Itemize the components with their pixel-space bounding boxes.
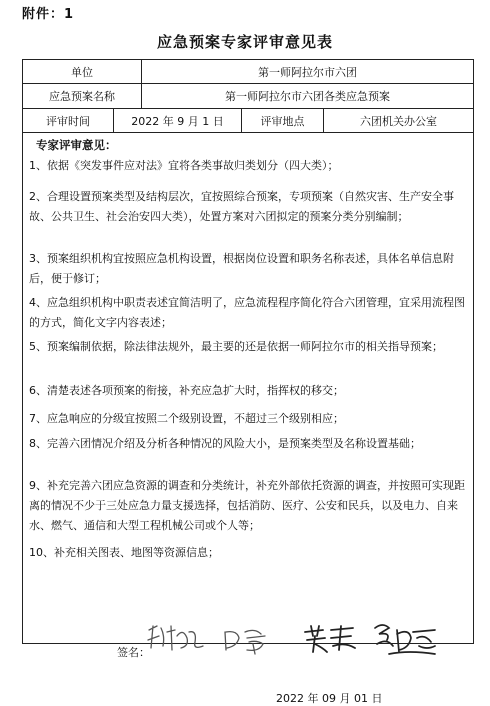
signature-2 [221,626,273,656]
review-time-value: 2022 年 9 月 1 日 [113,109,241,132]
opinion-section [23,132,473,705]
opinion-heading: 专家评审意见： [36,138,117,152]
review-time-label: 评审时间 [46,114,90,128]
unit-row [23,60,473,84]
opinion-item-7: 7、应急响应的分级宜按照二个级别设置，不超过三个级别相应； [29,412,344,425]
signature-4 [369,620,439,658]
plan-name-value: 第一师阿拉尔市六团各类应急预案 [141,84,473,108]
signature-3 [301,622,359,656]
opinion-item-6: 6、清楚表述各项预案的衔接，补充应急扩大时，指挥权的移交； [29,384,344,397]
page-title: 应急预案专家评审意见表 [156,33,333,51]
opinion-item-4: 4、应急组织机构中职责表述宜简洁明了，应急流程程序简化符合六团管理，宜采用流程图的方式，简化文字内容表述； [29,296,465,329]
opinion-item-8: 8、完善六团情况介绍及分析各种情况的风险大小，是预案类型及名称设置基础； [29,437,421,450]
unit-value: 第一师阿拉尔市六团 [141,60,473,83]
signature-1 [145,622,207,656]
opinion-item-1: 1、依据《突发事件应对法》宜将各类事故归类划分（四大类）； [29,159,339,172]
opinion-item-3: 3、预案组织机构宜按照应急机构设置，根据岗位设置和职务名称表述，具体名单信息附后，便于修订； [29,252,454,285]
opinion-item-10: 10、补充相关图表、地图等资源信息； [29,546,219,559]
plan-name-row [23,84,473,109]
review-place-label: 评审地点 [241,109,323,132]
review-place-value: 六团机关办公室 [323,109,473,132]
attachment-label: 附件：1 [22,7,75,22]
opinion-item-2: 2、合理设置预案类型及结构层次，宜按照综合预案，专项预案（自然灾害、生产安全事故、公共卫生、社会治安四大类），处置方案对六团拟定的预案分类分别编制； [29,190,454,223]
review-form-table [22,59,474,705]
opinion-item-9: 9、补充完善六团应急资源的调查和分类统计，补充外部依托资源的调查，并按照可实现距离的情况不少于三处应急力量支援选择，包括消防、医疗、公安和民兵，以及电力、自来水、燃气、通信和大型工程机械公司或个人等； [29,479,465,532]
review-time-row [23,109,473,133]
signature-label: 签名： [117,646,150,659]
unit-label: 单位 [71,65,93,79]
opinion-item-5: 5、预案编制依据，除法律法规外，最主要的还是依据一师阿拉尔市的相关指导预案； [29,340,443,353]
plan-name-label: 应急预案名称 [49,90,115,103]
signature-date: 2022 年 09 月 01 日 [276,692,383,705]
